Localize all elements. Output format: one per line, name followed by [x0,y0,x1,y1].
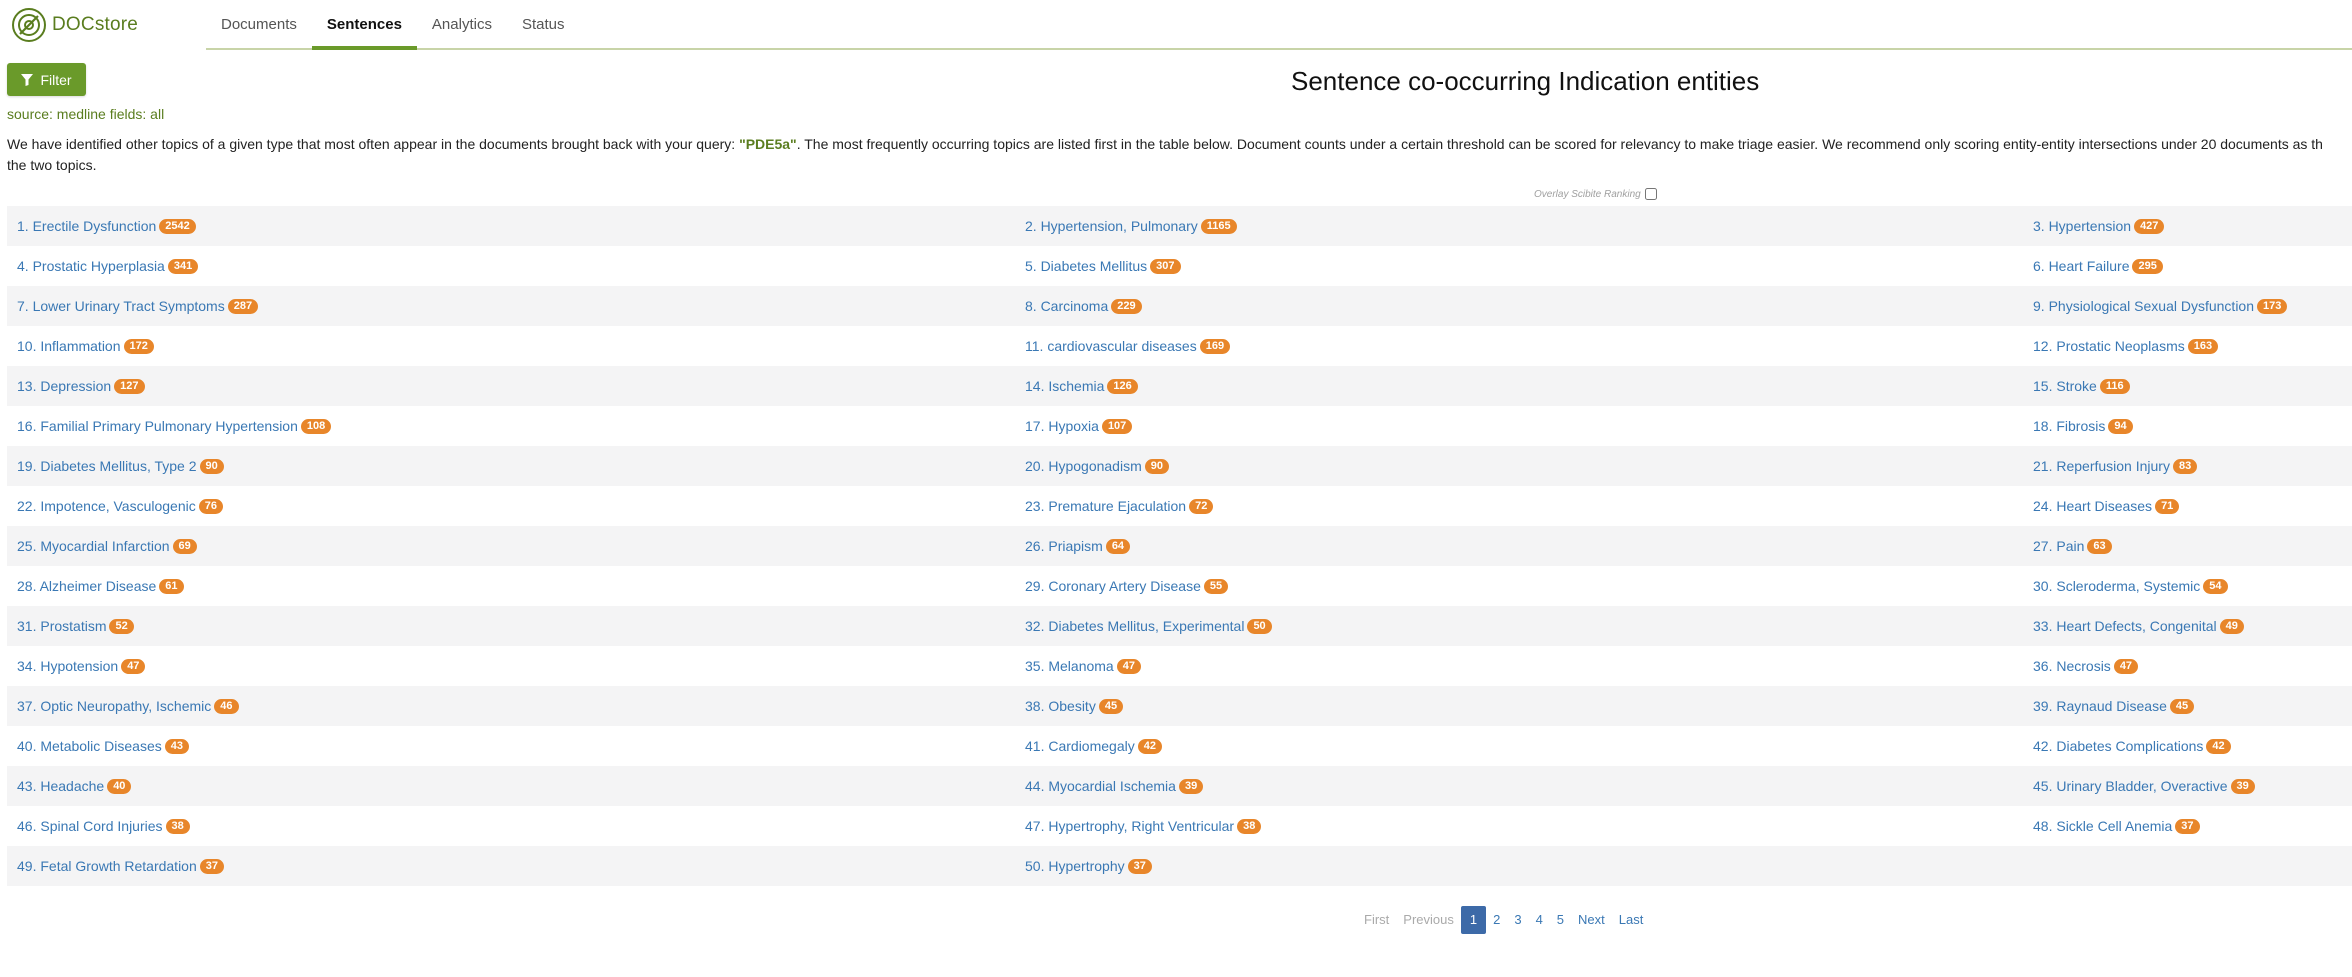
entity-cell [2033,526,2112,566]
table-row [7,726,2352,766]
entity-link[interactable]: 40. Metabolic Diseases [17,738,162,754]
count-badge: 43 [165,739,189,754]
entity-link[interactable]: 28. Alzheimer Disease [17,578,157,594]
entity-link[interactable]: 45. Urinary Bladder, Overactive [2033,778,2228,794]
count-badge: 108 [301,419,331,434]
entity-cell [1025,526,1130,566]
table-row [7,446,2352,486]
count-badge: 126 [1107,379,1137,394]
entity-link[interactable]: 1. Erectile Dysfunction [17,218,157,234]
count-badge: 47 [2114,659,2138,674]
entity-cell [1025,326,1230,366]
entity-cell [2033,206,2164,246]
table-row [7,206,2352,246]
entity-link[interactable]: 22. Impotence, Vasculogenic [17,498,196,514]
tab-status[interactable]: Status [521,16,565,33]
brand[interactable] [10,7,138,43]
count-badge: 163 [2188,339,2218,354]
count-badge: 42 [1138,739,1162,754]
page-link-1[interactable]: 1 [1461,906,1486,934]
entity-cell [17,846,224,886]
entity-cell [1025,206,1237,246]
entity-link[interactable]: 29. Coronary Artery Disease [1025,578,1201,594]
entity-link[interactable]: 6. Heart Failure [2033,258,2130,274]
count-badge: 46 [214,699,238,714]
table-row [7,606,2352,646]
count-badge: 116 [2100,379,2130,394]
count-badge: 47 [121,659,145,674]
entity-cell [17,766,131,806]
entity-link[interactable]: 20. Hypogonadism [1025,458,1142,474]
entity-cell [2033,686,2194,726]
entity-cell [1025,766,1203,806]
entity-link[interactable]: 37. Optic Neuropathy, Ischemic [17,698,212,714]
entity-cell [17,206,196,246]
entity-cell [2033,446,2197,486]
entity-link[interactable]: 27. Pain [2033,538,2085,554]
entity-link[interactable]: 18. Fibrosis [2033,418,2106,434]
count-badge: 71 [2155,499,2179,514]
pagination [1357,906,1650,934]
entity-cell [2033,566,2228,606]
count-badge: 173 [2257,299,2287,314]
entity-cell [17,286,258,326]
tab-analytics[interactable]: Analytics [431,16,492,33]
entity-cell [1025,486,1213,526]
table-row [7,326,2352,366]
count-badge: 1165 [1201,219,1237,234]
count-badge: 45 [1099,699,1123,714]
entity-cell [17,806,190,846]
count-badge: 42 [2206,739,2230,754]
entity-cell [2033,806,2200,846]
entity-link[interactable]: 50. Hypertrophy [1025,858,1125,874]
description-suffix: . The most frequently occurring topics are listed first in the table below. Document counts under a certain threshold can be scored for relevancy to make triage easier. We recommend only scoring entity-entity intersections under 20 documents as th [796,136,2323,152]
entity-link[interactable]: 48. Sickle Cell Anemia [2033,818,2173,834]
entity-cell [17,246,198,286]
count-badge: 52 [109,619,133,634]
entity-link[interactable]: 44. Myocardial Ischemia [1025,778,1176,794]
results-table [7,206,2352,886]
entity-link[interactable]: 36. Necrosis [2033,658,2111,674]
count-badge: 40 [107,779,131,794]
entity-link[interactable]: 7. Lower Urinary Tract Symptoms [17,298,225,314]
table-row [7,566,2352,606]
count-badge: 90 [1145,459,1169,474]
description-line-1 [7,134,2352,155]
entity-cell [17,406,331,446]
entity-link[interactable]: 14. Ischemia [1025,378,1105,394]
entity-link[interactable]: 24. Heart Diseases [2033,498,2153,514]
entity-link[interactable]: 25. Myocardial Infarction [17,538,170,554]
entity-cell [1025,846,1152,886]
page-link-previous: Previous [1403,912,1454,927]
entity-link[interactable]: 32. Diabetes Mellitus, Experimental [1025,618,1245,634]
entity-cell [1025,246,1181,286]
table-row [7,846,2352,886]
entity-cell [17,486,223,526]
entity-link[interactable]: 10. Inflammation [17,338,121,354]
count-badge: 94 [2108,419,2132,434]
entity-link[interactable]: 2. Hypertension, Pulmonary [1025,218,1198,234]
entity-cell [2033,326,2218,366]
entity-link[interactable]: 35. Melanoma [1025,658,1114,674]
entity-cell [17,646,145,686]
count-badge: 64 [1106,539,1130,554]
overlay-ranking-label: Overlay Scibite Ranking [1534,188,1641,200]
count-badge: 169 [1200,339,1230,354]
brand-name: DOCstore [52,14,139,35]
count-badge: 39 [2231,779,2255,794]
entity-cell [1025,366,1138,406]
entity-cell [2033,406,2133,446]
entity-link[interactable]: 49. Fetal Growth Retardation [17,858,197,874]
nav-tabs [206,0,579,50]
page-link-5[interactable]: 5 [1556,912,1565,927]
entity-link[interactable]: 16. Familial Primary Pulmonary Hypertension [17,418,298,434]
count-badge: 37 [2175,819,2199,834]
count-badge: 307 [1150,259,1180,274]
count-badge: 341 [168,259,198,274]
entity-cell [17,526,197,566]
description [7,134,2352,176]
query-term: "PDE5a" [739,136,797,152]
table-row [7,646,2352,686]
count-badge: 55 [1204,579,1228,594]
entity-link[interactable]: 8. Carcinoma [1025,298,1109,314]
overlay-ranking [1534,188,1657,200]
entity-cell [1025,446,1169,486]
entity-cell [17,726,189,766]
entity-cell [17,446,224,486]
count-badge: 229 [1111,299,1141,314]
navbar [0,0,2352,50]
entity-cell [1025,286,1142,326]
page-link-4[interactable]: 4 [1535,912,1543,927]
count-badge: 295 [2132,259,2162,274]
page-link-2[interactable]: 2 [1493,912,1501,927]
entity-link[interactable]: 11. cardiovascular diseases [1025,338,1197,354]
count-badge: 45 [2170,699,2194,714]
source-line: source: medline fields: all [7,106,165,122]
entity-link[interactable]: 19. Diabetes Mellitus, Type 2 [17,458,197,474]
description-line-2: the two topics. [7,157,97,173]
count-badge: 69 [173,539,197,554]
entity-link[interactable]: 15. Stroke [2033,378,2097,394]
count-badge: 76 [199,499,223,514]
table-row [7,246,2352,286]
entity-link[interactable]: 13. Depression [17,378,112,394]
page-link-next[interactable]: Next [1578,912,1605,927]
count-badge: 127 [114,379,144,394]
count-badge: 63 [2087,539,2111,554]
count-badge: 50 [1247,619,1271,634]
count-badge: 49 [2220,619,2244,634]
table-row [7,286,2352,326]
entity-cell [1025,406,1132,446]
count-badge: 37 [200,859,224,874]
count-badge: 61 [159,579,183,594]
count-badge: 39 [1179,779,1203,794]
entity-link[interactable]: 30. Scleroderma, Systemic [2033,578,2201,594]
count-badge: 427 [2134,219,2164,234]
page-title: Sentence co-occurring Indication entities [1291,66,1760,96]
filter-icon [21,74,33,86]
filter-button-label: Filter [40,71,72,88]
entity-cell [2033,246,2163,286]
table-row [7,686,2352,726]
entity-cell [2033,366,2130,406]
entity-link[interactable]: 26. Priapism [1025,538,1103,554]
entity-cell [2033,646,2138,686]
entity-cell [1025,566,1228,606]
entity-cell [2033,726,2231,766]
count-badge: 2542 [159,219,195,234]
description-prefix: We have identified other topics of a given type that most often appear in the documents brought back with your query: [7,136,740,152]
docstore-logo-icon [10,6,48,44]
entity-link[interactable]: 38. Obesity [1025,698,1096,714]
entity-link[interactable]: 9. Physiological Sexual Dysfunction [2033,298,2255,314]
entity-link[interactable]: 31. Prostatism [17,618,107,634]
entity-link[interactable]: 33. Heart Defects, Congenital [2033,618,2217,634]
count-badge: 47 [1117,659,1141,674]
entity-cell [17,686,239,726]
count-badge: 83 [2173,459,2197,474]
tab-documents[interactable]: Documents [221,16,297,33]
count-badge: 107 [1102,419,1132,434]
overlay-ranking-checkbox[interactable] [1645,188,1657,200]
table-row [7,526,2352,566]
entity-link[interactable]: 39. Raynaud Disease [2033,698,2167,714]
entity-link[interactable]: 43. Headache [17,778,105,794]
tab-sentences[interactable]: Sentences [312,0,417,50]
entity-link[interactable]: 4. Prostatic Hyperplasia [17,258,165,274]
entity-link[interactable]: 46. Spinal Cord Injuries [17,818,163,834]
entity-link[interactable]: 5. Diabetes Mellitus [1025,258,1148,274]
entity-cell [1025,686,1123,726]
count-badge: 90 [200,459,224,474]
count-badge: 172 [124,339,154,354]
count-badge: 38 [1237,819,1261,834]
entity-cell [2033,486,2179,526]
table-row [7,366,2352,406]
count-badge: 72 [1189,499,1213,514]
entity-link[interactable]: 23. Premature Ejaculation [1025,498,1187,514]
table-row [7,766,2352,806]
entity-cell [1025,806,1261,846]
entity-cell [1025,726,1162,766]
entity-cell [17,566,184,606]
entity-cell [2033,286,2287,326]
table-row [7,486,2352,526]
entity-link[interactable]: 21. Reperfusion Injury [2033,458,2170,474]
page-link-3[interactable]: 3 [1514,912,1522,927]
entity-cell [17,606,134,646]
entity-cell [1025,646,1141,686]
page-link-last[interactable]: Last [1618,912,1644,927]
table-row [7,806,2352,846]
entity-link[interactable]: 17. Hypoxia [1025,418,1099,434]
count-badge: 54 [2203,579,2227,594]
entity-cell [1025,606,1272,646]
entity-cell [2033,606,2244,646]
table-row [7,406,2352,446]
entity-link[interactable]: 41. Cardiomegaly [1025,738,1135,754]
entity-link[interactable]: 42. Diabetes Complications [2033,738,2204,754]
entity-link[interactable]: 47. Hypertrophy, Right Ventricular [1025,818,1235,834]
entity-link[interactable]: 34. Hypotension [17,658,119,674]
count-badge: 38 [166,819,190,834]
page-link-first: First [1364,912,1390,927]
entity-link[interactable]: 3. Hypertension [2033,218,2132,234]
count-badge: 287 [228,299,258,314]
entity-link[interactable]: 12. Prostatic Neoplasms [2033,338,2185,354]
entity-cell [17,326,154,366]
count-badge: 37 [1128,859,1152,874]
filter-button[interactable] [7,63,86,96]
entity-cell [17,366,145,406]
entity-cell [2033,766,2255,806]
